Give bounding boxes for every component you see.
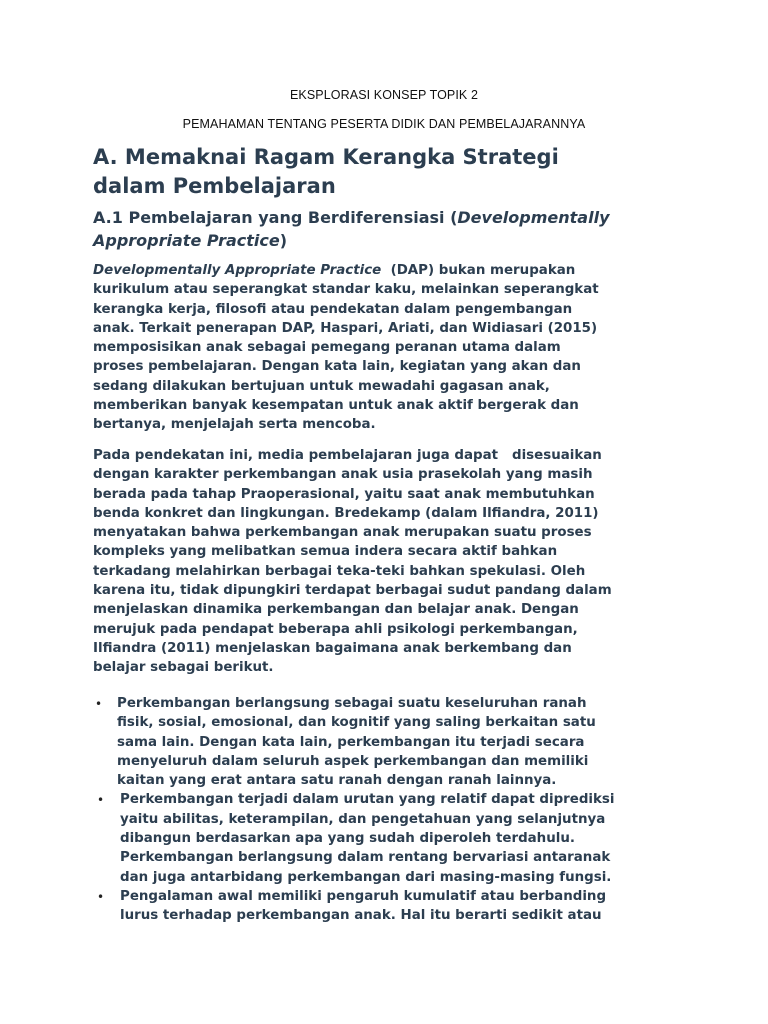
paragraph-line: sedang dilakukan bertujuan untuk mewadahi gagasan anak, [93, 378, 550, 394]
document-header-subtitle: PEMAHAMAN TENTANG PESERTA DIDIK DAN PEMBELAJARANNYA [182, 117, 586, 131]
paragraph-line: memposisikan anak sebagai pemegang peranan utama dalam [93, 340, 561, 356]
paragraph-line: berada pada tahap Praoperasional, yaitu saat anak membutuhkan [93, 486, 595, 502]
paragraph-line: Ilfiandra (2011) menjelaskan bagaimana anak berkembang dan [93, 640, 572, 656]
paragraph-line: menjelaskan dinamika perkembangan dan belajar anak. Dengan [93, 602, 579, 618]
list-item-line: kaitan yang erat antara satu ranah dengan ranah lainnya. [117, 773, 557, 789]
list-item-line: menyeluruh dalam seluruh aspek perkembangan dan memiliki [117, 753, 589, 769]
list-item-line: Pengalaman awal memiliki pengaruh kumulatif atau berbanding [120, 888, 607, 904]
heading-a1-prefix: A.1 Pembelajaran yang Berdiferensiasi ( [93, 208, 458, 227]
paragraph-line: kompleks yang melibatkan semua indera secara aktif bahkan [93, 544, 558, 560]
paragraph-dap [93, 261, 683, 435]
paragraph-line: kerangka kerja, filosofi atau pendekatan dalam pengembangan [93, 301, 573, 317]
paragraph-line: merujuk pada pendapat beberapa ahli psikologi perkembangan, [93, 621, 578, 637]
list-item-line: Perkembangan berlangsung dalam rentang bervariasi antaranak [120, 850, 611, 866]
paragraph-italic-term: Developmentally Appropriate Practice [93, 263, 382, 278]
list-item [93, 694, 693, 790]
paragraph-line: benda konkret dan lingkungan. Bredekamp (dalam Ilfiandra, 2011) [93, 505, 599, 521]
bullet-icon: • [95, 697, 103, 711]
list-item-line: yaitu abilitas, keterampilan, dan pengetahuan yang selanjutnya [120, 811, 606, 827]
paragraph-line: anak. Terkait penerapan DAP, Haspari, Ariati, dan Widiasari (2015) [93, 320, 598, 336]
paragraph-line: (DAP) bukan merupakan [381, 263, 576, 278]
list-item-line: Perkembangan berlangsung sebagai suatu keseluruhan ranah [117, 696, 587, 711]
list-item [93, 887, 693, 926]
list-item-line: fisik, sosial, emosional, dan kognitif yang saling berkaitan satu [117, 715, 596, 731]
section-heading-a-line: dalam Pembelajaran [93, 174, 336, 198]
paragraph-line: menyatakan bahwa perkembangan anak merupakan suatu proses [93, 525, 592, 541]
paragraph-line: proses pembelajaran. Dengan kata lain, kegiatan yang akan dan [93, 359, 581, 375]
bullet-icon: • [97, 793, 105, 808]
list-item [93, 790, 693, 886]
paragraph-line: memberikan banyak kesempatan untuk anak aktif bergerak dan [93, 398, 579, 414]
heading-a1-italic: Appropriate Practice [93, 231, 280, 250]
list-item-line: sama lain. Dengan kata lain, perkembangan itu terjadi secara [117, 734, 585, 750]
heading-a1-italic: Developmentally [457, 208, 610, 227]
paragraph-line: dengan karakter perkembangan anak usia prasekolah yang masih [93, 467, 593, 483]
list-item-line: Perkembangan terjadi dalam urutan yang relatif dapat diprediksi [120, 792, 615, 808]
paragraph-line: Pada pendekatan ini, media pembelajaran juga dapat disesuaikan [93, 448, 602, 463]
document-header-title: EKSPLORASI KONSEP TOPIK 2 [290, 88, 478, 102]
heading-a1-suffix: ) [279, 231, 288, 250]
section-heading-a-line: A. Memaknai Ragam Kerangka Strategi [93, 145, 559, 169]
list-item-line: dibangun berdasarkan apa yang sudah diperoleh terdahulu. [120, 831, 575, 847]
subsection-heading-a1 [93, 206, 693, 252]
paragraph-line: bertanya, menjelajah serta mencoba. [93, 417, 376, 433]
paragraph-line: belajar sebagai berikut. [93, 660, 274, 676]
list-item-line: dan juga antarbidang perkembangan dari masing-masing fungsi. [120, 869, 612, 885]
paragraph-media [93, 446, 683, 678]
bullet-icon: • [97, 889, 105, 904]
list-item-line: lurus terhadap perkembangan anak. Hal itu berarti sedikit atau [120, 908, 602, 924]
paragraph-line: kurikulum atau seperangkat standar kaku, melainkan seperangkat [93, 282, 599, 298]
paragraph-line: terkadang melahirkan berbagai teka-teki bahkan spekulasi. Oleh [93, 563, 586, 579]
bullet-list [93, 694, 693, 926]
section-heading-a [93, 143, 713, 201]
paragraph-line: karena itu, tidak dipungkiri terdapat berbagai sudut pandang dalam [93, 583, 612, 599]
